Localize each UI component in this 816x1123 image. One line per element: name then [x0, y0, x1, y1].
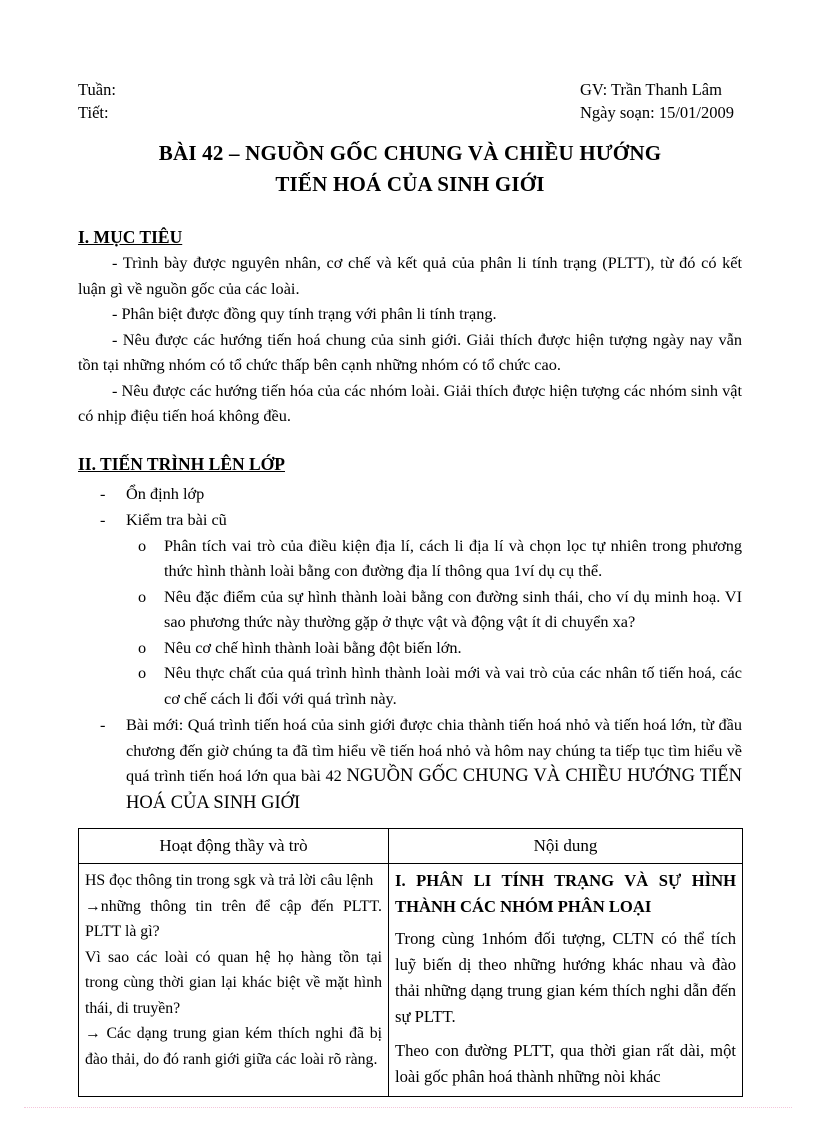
page-title	[78, 138, 742, 200]
process-section	[78, 439, 742, 477]
objective-item: - Nêu được các hướng tiến hóa của các nhóm loài. Giải thích được hiện tượng các nhóm sinh vật có nhịp điệu tiến hoá không đều.	[78, 380, 742, 425]
lesson-plan-table	[78, 828, 743, 1097]
circle-bullet-icon: o	[138, 586, 147, 606]
list-item-label: Kiểm tra bài cũ	[126, 510, 227, 529]
process-list	[78, 481, 742, 817]
activity-line: →những thông tin trên để cập đến PLTT. PLTT là gì?	[85, 897, 382, 940]
activity-line: HS đọc thông tin trong sgk và trả lời câu lệnh	[85, 872, 374, 889]
week-label: Tuần:	[78, 80, 116, 99]
objective-item: - Nêu được các hướng tiến hoá chung của sinh giới. Giải thích được hiện tượng ngày nay vẫn tồn tại những nhóm có tổ chức thấp bên cạnh những nhóm có tổ chức cao.	[78, 329, 742, 374]
table-header-row	[79, 829, 743, 864]
page-content	[78, 78, 742, 1097]
list-item	[126, 660, 742, 711]
list-item-label: Nêu cơ chế hình thành loài bằng đột biến lớn.	[164, 637, 462, 657]
header-right-block	[580, 78, 734, 124]
content-paragraph: Trong cùng 1nhóm đối tượng, CLTN có thể tích luỹ biến dị theo những hướng khác nhau và đào thải những dạng trung gian kém thích nghi dẫn đến sự PLTT.	[395, 929, 736, 1026]
objectives-section	[78, 212, 742, 250]
content-paragraph: Theo con đường PLTT, qua thời gian rất dài, một loài gốc phân hoá thành những nòi khác	[395, 1041, 736, 1086]
activity-line: Vì sao các loài có quan hệ họ hàng tồn tại trong cùng thời gian lại khác biệt về mặt hình thái, di truyền?	[85, 948, 382, 1017]
dash-bullet-icon: -	[100, 510, 106, 529]
dash-bullet-icon: -	[100, 483, 106, 503]
process-heading: II. TIẾN TRÌNH LÊN LỚP	[78, 453, 285, 474]
table-header	[79, 829, 743, 864]
dash-bullet-icon: -	[100, 715, 106, 734]
table-body	[79, 864, 743, 1097]
list-item	[78, 481, 742, 507]
new-lesson-emphasis: NGUỒN GỐC CHUNG VÀ CHIỀU HƯỚNG TIẾN HOÁ CỦA SINH GIỚI	[126, 766, 742, 813]
list-item	[126, 533, 742, 584]
new-lesson-lead: Bài mới: Quá trình tiến hoá của sinh giới được chia thành tiến hoá nhỏ và tiến hoá lớn, từ đầu chương đến giờ chúng ta đã tìm hiểu về tiến hoá nhỏ và hôm nay chúng ta tiếp tục tìm hiểu về quá trình tiến hoá lớn qua bài 42	[126, 715, 742, 785]
teacher-name: GV: Trần Thanh Lâm	[580, 80, 722, 99]
list-item	[126, 635, 742, 661]
circle-bullet-icon: o	[138, 535, 147, 555]
cell-content	[389, 864, 743, 1097]
table-row	[79, 864, 743, 1097]
objective-item: - Trình bày được nguyên nhân, cơ chế và kết quả của phân li tính trạng (PLTT), từ đó có kết luận gì về nguồn gốc của các loài.	[78, 253, 742, 298]
column-header-content: Nội dung	[389, 829, 743, 864]
column-header-activity: Hoạt động thầy và trò	[79, 829, 389, 864]
objective-item: - Phân biệt được đồng quy tính trạng với phân li tính trạng.	[112, 304, 497, 323]
list-item-new-lesson	[78, 712, 742, 816]
list-item	[126, 584, 742, 635]
circle-bullet-icon: o	[138, 637, 147, 657]
date-prepared: Ngày soạn: 15/01/2009	[580, 103, 734, 122]
circle-bullet-icon: o	[138, 663, 147, 682]
period-label: Tiết:	[78, 103, 109, 122]
objectives-heading: I. MỤC TIÊU	[78, 227, 183, 247]
page-title-line-1: BÀI 42 – NGUỒN GỐC CHUNG VÀ CHIỀU HƯỚNG	[158, 141, 662, 165]
list-item-label: Nêu đặc điểm của sự hình thành loài bằng con đường sinh thái, cho ví dụ minh hoạ. VI sao phương thức này thường gặp ở thực vật và động vật ít di chuyển xa?	[164, 586, 742, 631]
review-question-list	[126, 533, 742, 712]
list-item-label: Nêu thực chất của quá trình hình thành loài mới và vai trò của các nhân tố tiến hoá, các cơ chế cách li đối với quá trình này.	[164, 663, 742, 708]
content-heading: I. PHÂN LI TÍNH TRẠNG VÀ SỰ HÌNH THÀNH CÁC NHÓM PHÂN LOẠI	[395, 871, 736, 916]
list-item-label: Ổn định lớp	[126, 483, 205, 503]
activity-line: → Các dạng trung gian kém thích nghi đã bị đào thải, do đó ranh giới giữa các loài rõ ràng.	[85, 1025, 382, 1068]
footer-divider	[24, 1107, 792, 1109]
document-header	[78, 78, 742, 124]
header-left-block	[78, 78, 116, 124]
page-title-line-2: TIẾN HOÁ CỦA SINH GIỚI	[275, 172, 545, 196]
list-item	[78, 507, 742, 711]
cell-activity	[79, 864, 389, 1097]
list-item-label: Phân tích vai trò của điều kiện địa lí, cách li địa lí và chọn lọc tự nhiên trong phương thức hình thành loài bằng con đường địa lí thông qua 1ví dụ cụ thể.	[164, 535, 742, 580]
